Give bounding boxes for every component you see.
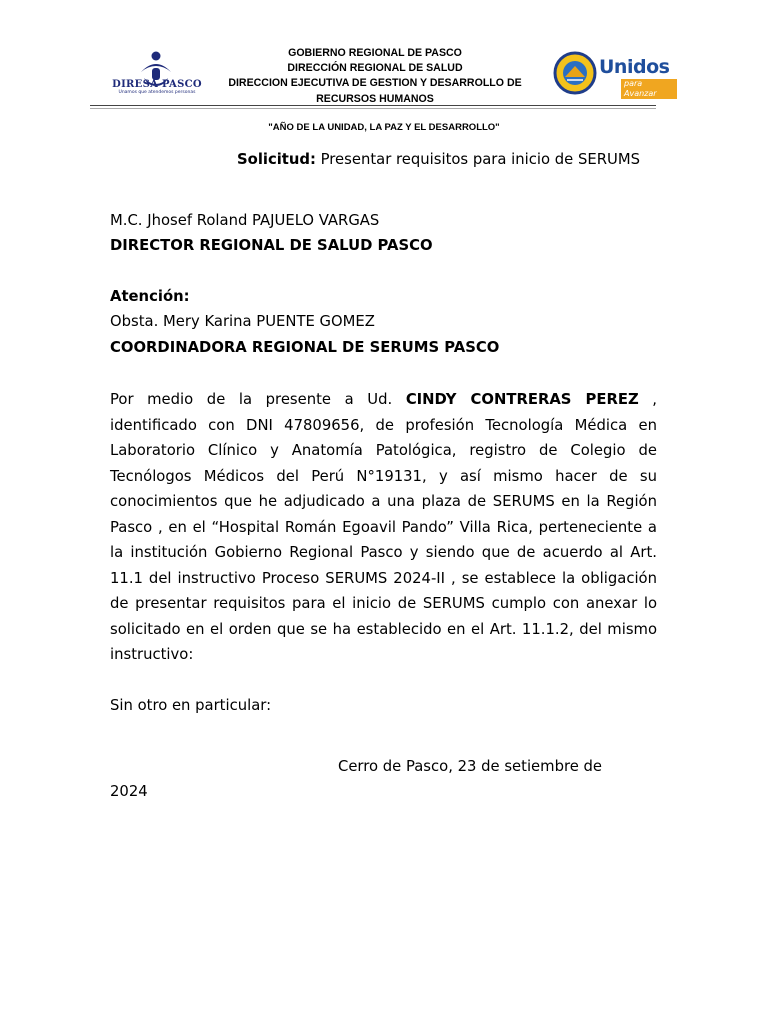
year-motto: "AÑO DE LA UNIDAD, LA PAZ Y EL DESARROLLO" [268, 122, 500, 133]
header-line: DIRECCION EJECUTIVA DE GESTION Y DESARROLLO DE [228, 77, 522, 90]
diresa-logo-text: DIRESA PASCO [112, 79, 202, 90]
letter-body [110, 387, 657, 668]
header-line: GOBIERNO REGIONAL DE PASCO [288, 47, 462, 59]
body-text: , identificado con DNI 47809656, de profesión Tecnología Médica en Laboratorio Clínico y Anatomía Patológica, registro de Colegio de Tecnólogos Médicos del Perú N°19131, y así mismo hacer de su conocimientos que he adjudicado a una plaza de SERUMS en la Región Pasco , en el “Hospital Román Egoavil Pando” Villa Rica, perteneciente a la institución Gobierno Regional Pasco y siendo que de acuerdo al Art. 11.1 del instructivo Proceso SERUMS 2024-II , se establece la obligación de presentar requisitos para el inicio de SERUMS cumplo con anexar lo solicitado en el orden que se ha establecido en el Art. 11.1.2, del mismo instructivo: [110, 391, 657, 663]
place-date: Cerro de Pasco, 23 de setiembre de [338, 758, 603, 775]
body-intro: Por medio de la presente a Ud. [110, 391, 406, 408]
header-line: RECURSOS HUMANOS [316, 92, 434, 105]
subject-line [237, 147, 640, 173]
addressee-name: M.C. Jhosef Roland PAJUELO VARGAS [110, 212, 380, 229]
attention-label: Atención: [110, 288, 190, 305]
subject-text: Presentar requisitos para inicio de SERUMS [315, 151, 640, 168]
diresa-pasco-logo [108, 48, 204, 98]
closing-line: Sin otro en particular: [110, 697, 272, 714]
addressee-title: DIRECTOR REGIONAL DE SALUD PASCO [110, 237, 433, 254]
attention-name: Obsta. Mery Karina PUENTE GOMEZ [110, 313, 375, 330]
header-line: DIRECCIÓN REGIONAL DE SALUD [287, 62, 463, 75]
date-year: 2024 [110, 783, 148, 800]
header-divider [90, 108, 656, 109]
header-divider [90, 105, 656, 106]
applicant-name: CINDY CONTRERAS PEREZ [405, 391, 639, 408]
unidos-logo [553, 50, 677, 96]
diresa-logo-tagline: Unamos que atendemos personas [118, 90, 196, 95]
header-institution-block [220, 46, 530, 107]
unidos-logo-text: Unidos [599, 56, 670, 78]
attention-title: COORDINADORA REGIONAL DE SERUMS PASCO [110, 339, 500, 356]
gobierno-regional-seal-icon [553, 50, 597, 96]
subject-label: Solicitud: [237, 151, 316, 168]
unidos-logo-tagline: para Avanzar [621, 79, 677, 99]
